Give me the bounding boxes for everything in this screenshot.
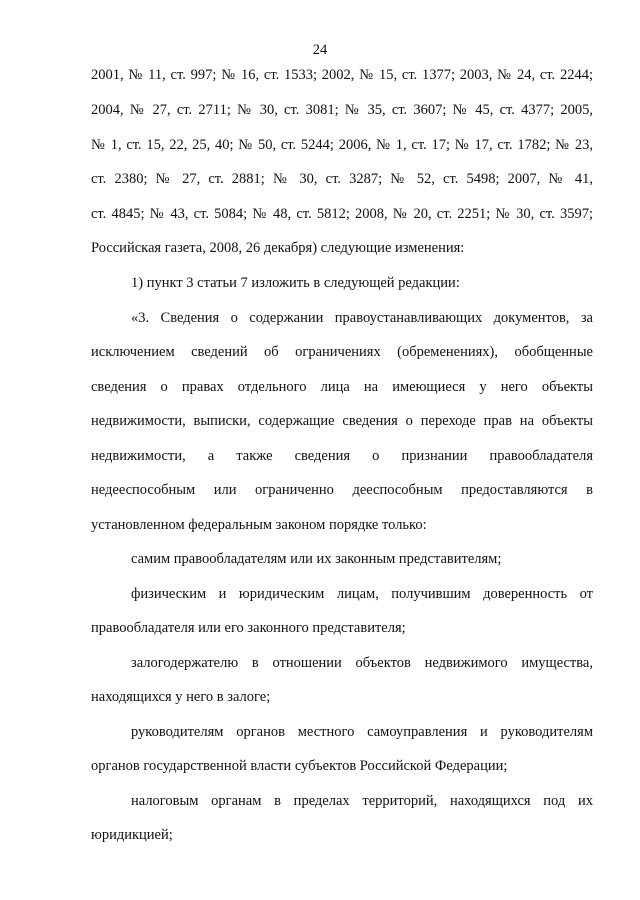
- text-line: самим правообладателям или их законным представителям;: [131, 551, 502, 567]
- text-line: «3. Сведения о содержании правоустанавливающих документов, за: [131, 310, 593, 326]
- text-line: 2004, № 27, ст. 2711; № 30, ст. 3081; № 35, ст. 3607; № 45, ст. 4377; 2005,: [91, 102, 593, 118]
- text-line: юридикцией;: [91, 827, 173, 843]
- page-number: 24: [312, 42, 328, 58]
- text-line: недвижимости, выписки, содержащие сведения о переходе прав на объекты: [91, 413, 593, 429]
- text-line: 1) пункт 3 статьи 7 изложить в следующей редакции:: [131, 275, 460, 291]
- text-line: залогодержателю в отношении объектов недвижимого имущества,: [131, 655, 593, 671]
- text-line: правообладателя или его законного представителя;: [91, 620, 406, 636]
- text-line: ст. 4845; № 43, ст. 5084; № 48, ст. 5812; 2008, № 20, ст. 2251; № 30, ст. 3597;: [91, 206, 593, 222]
- text-line: ст. 2380; № 27, ст. 2881; № 30, ст. 3287; № 52, ст. 5498; 2007, № 41,: [91, 171, 593, 187]
- text-line: № 1, ст. 15, 22, 25, 40; № 50, ст. 5244; 2006, № 1, ст. 17; № 17, ст. 1782; № 23,: [91, 137, 593, 153]
- text-line: налоговым органам в пределах территорий, находящихся под их: [131, 793, 593, 809]
- text-line: недвижимости, а также сведения о признании правообладателя: [91, 448, 593, 464]
- text-line: руководителям органов местного самоуправления и руководителям: [131, 724, 593, 740]
- text-line: сведения о правах отдельного лица на имеющиеся у него объекты: [91, 379, 593, 395]
- text-line: физическим и юридическим лицам, получившим доверенность от: [131, 586, 593, 602]
- text-line: установленном федеральным законом порядке только:: [91, 517, 427, 533]
- text-line: 2001, № 11, ст. 997; № 16, ст. 1533; 2002, № 15, ст. 1377; 2003, № 24, ст. 2244;: [91, 67, 593, 83]
- text-line: находящихся у него в залоге;: [91, 689, 271, 705]
- text-line: Российская газета, 2008, 26 декабря) следующие изменения:: [91, 240, 465, 256]
- text-line: недееспособным или ограниченно дееспособным предоставляются в: [91, 482, 593, 498]
- text-line: органов государственной власти субъектов Российской Федерации;: [91, 758, 508, 774]
- text-line: исключением сведений об ограничениях (обременениях), обобщенные: [91, 344, 593, 360]
